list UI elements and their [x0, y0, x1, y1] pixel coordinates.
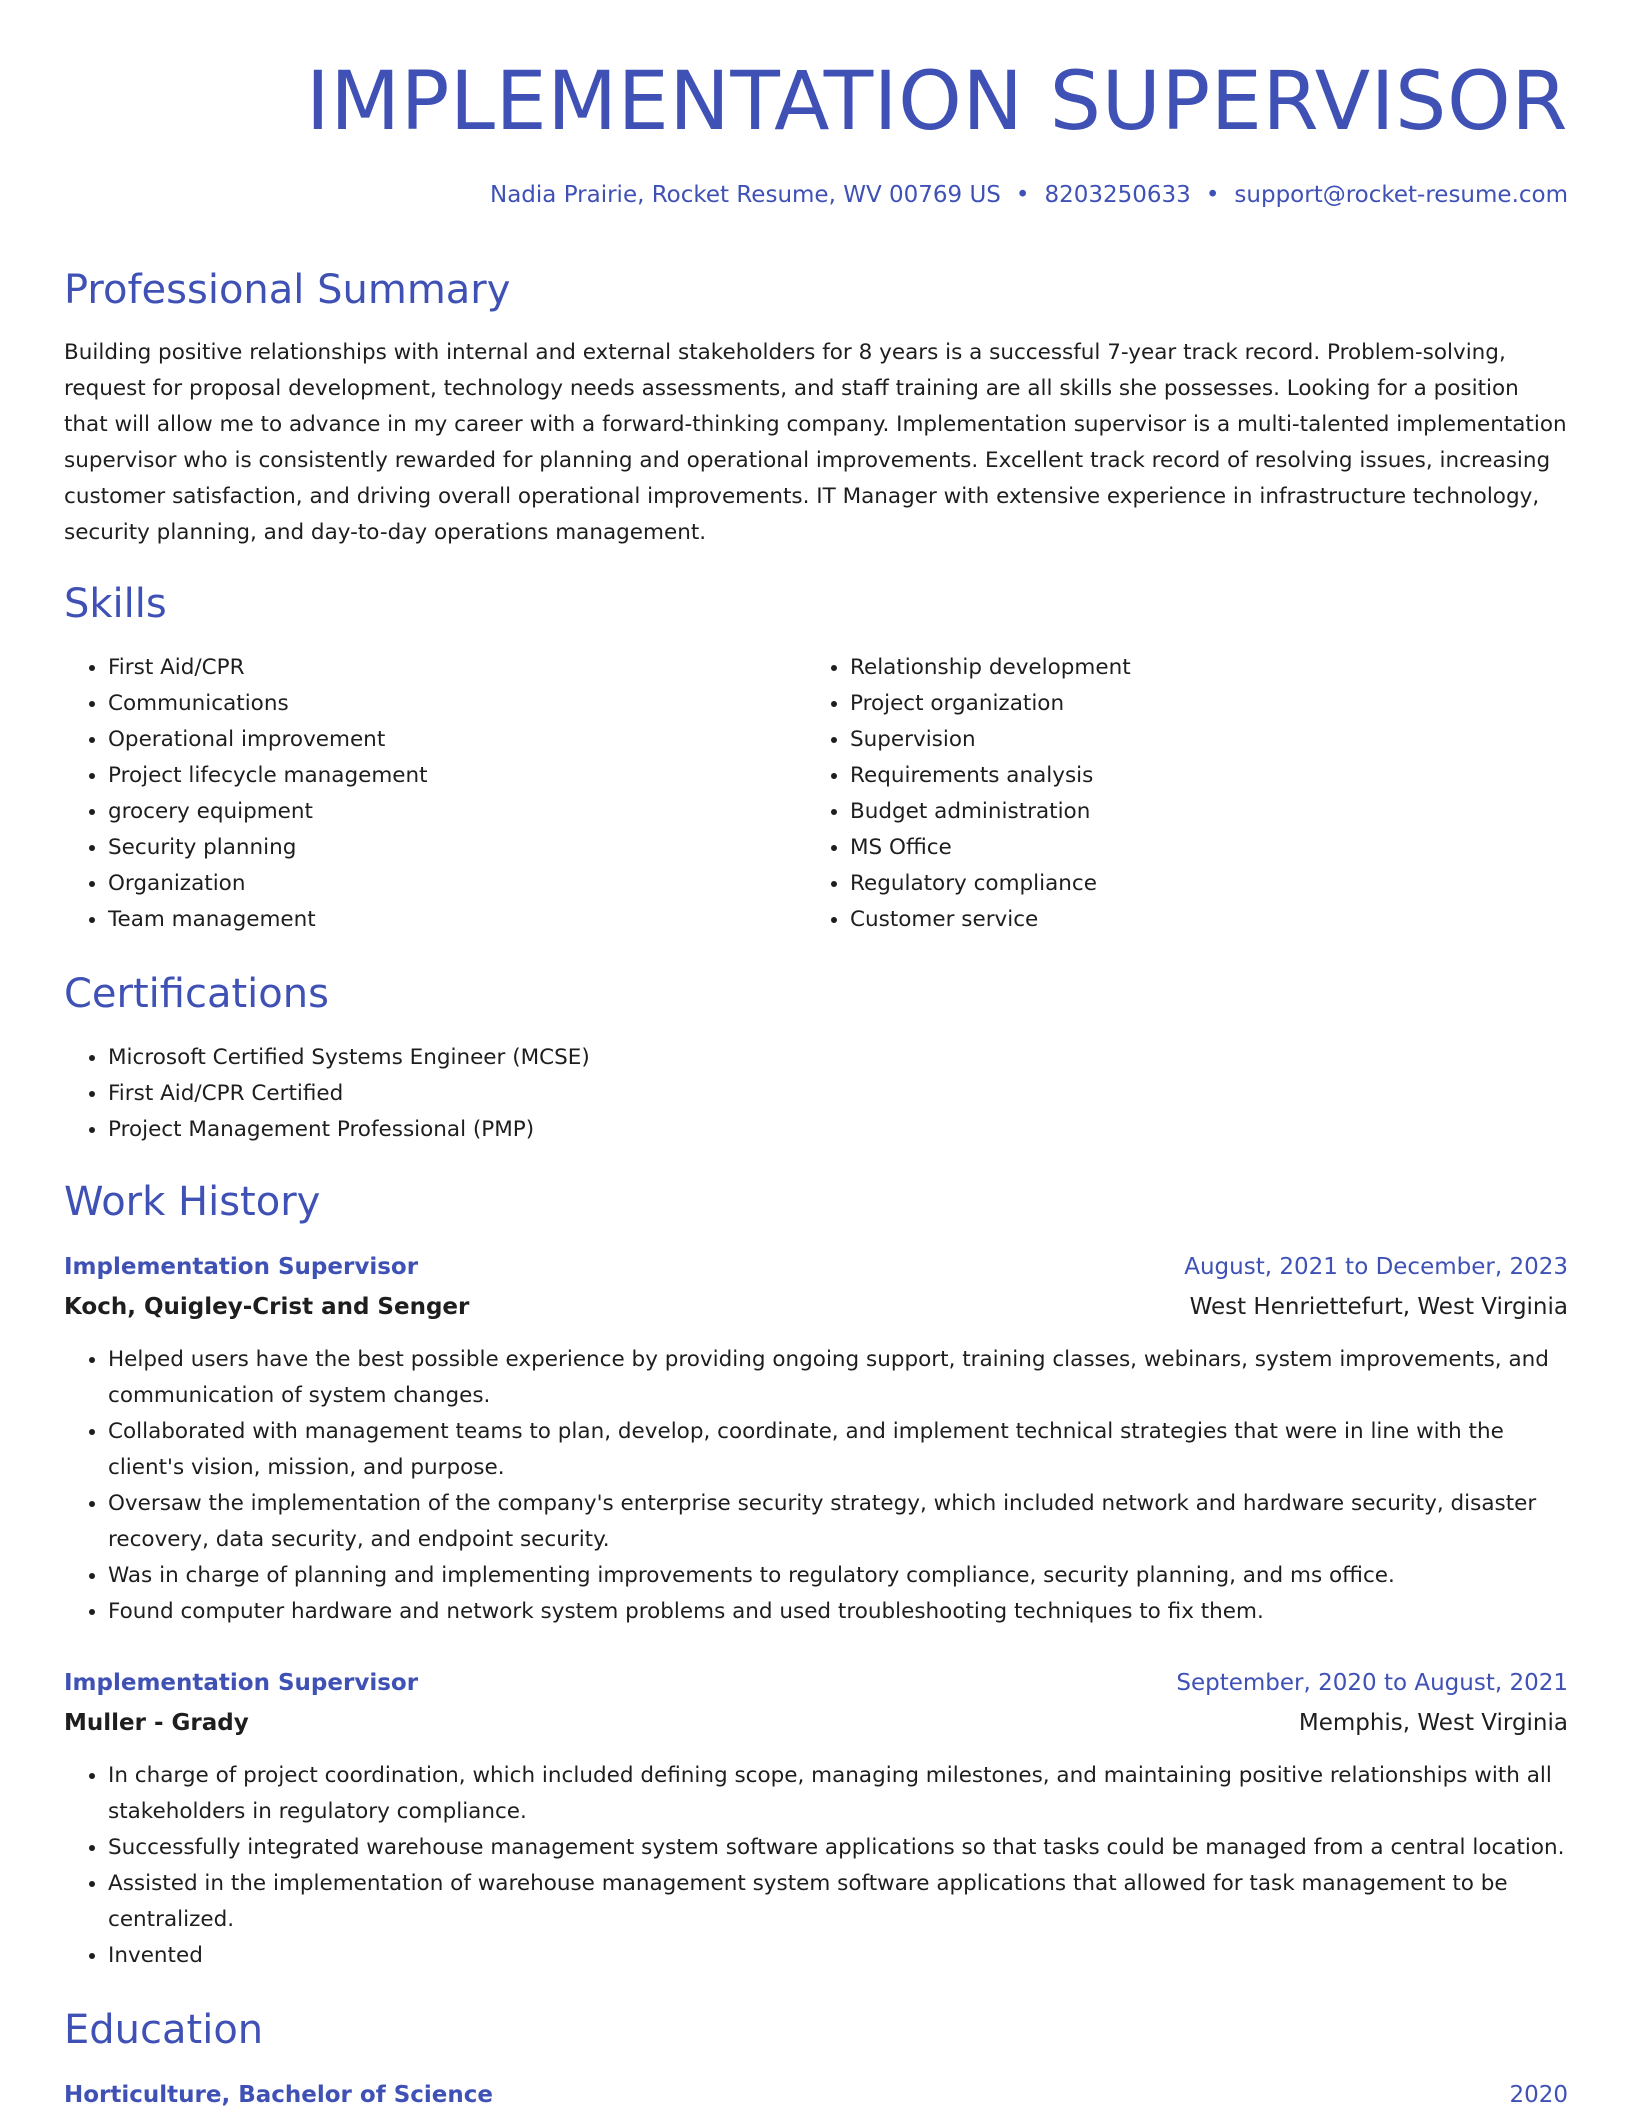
list-item: • Customer service: [850, 902, 1550, 938]
certifications-list: [64, 1040, 590, 1148]
job-title: Implementation Supervisor: [64, 1254, 419, 1280]
list-item: • In charge of project coordination, which included defining scope, managing milestones, and maintaining positive relationships with all stakeholders in regulatory compliance.: [108, 1758, 1568, 1830]
education-degree: Horticulture, Bachelor of Science: [64, 2082, 494, 2108]
list-item: • MS Office: [850, 830, 1550, 866]
job-title-heading: IMPLEMENTATION SUPERVISOR: [305, 55, 1568, 149]
contact-email[interactable]: support@rocket-resume.com: [1234, 182, 1568, 208]
job-location: Memphis, West Virginia: [1298, 1710, 1568, 1736]
education-year: 2020: [1509, 2082, 1568, 2108]
job-bullets: [64, 1342, 1568, 1630]
list-item: • Requirements analysis: [850, 758, 1550, 794]
list-item: • Successfully integrated warehouse management system software applications so that tasks could be managed from a central location.: [108, 1830, 1568, 1866]
education-heading: Education: [64, 2007, 264, 2053]
skills-list-right: [806, 650, 1550, 938]
list-item: • Team management: [108, 902, 788, 938]
contact-line: [490, 180, 1568, 210]
job-company-row: [64, 1708, 1568, 1738]
skills-list-left: [64, 650, 788, 938]
job-title: Implementation Supervisor: [64, 1670, 419, 1696]
job-company-row: [64, 1292, 1568, 1322]
list-item: • Collaborated with management teams to plan, develop, coordinate, and implement technical strategies that were in line with the client's vision, mission, and purpose.: [108, 1414, 1568, 1486]
list-item: • Helped users have the best possible experience by providing ongoing support, training classes, webinars, system improvements, and communication of system changes.: [108, 1342, 1568, 1414]
job-dates: August, 2021 to December, 2023: [1184, 1254, 1568, 1280]
job-dates: September, 2020 to August, 2021: [1176, 1670, 1568, 1696]
list-item: • Assisted in the implementation of warehouse management system software applications that allowed for task management to be centralized.: [108, 1866, 1568, 1938]
list-item: • Communications: [108, 686, 788, 722]
list-item: • Invented: [108, 1938, 1568, 1974]
job-bullets: [64, 1758, 1568, 1974]
list-item: • Relationship development: [850, 650, 1550, 686]
list-item: • Project Management Professional (PMP): [108, 1112, 590, 1148]
list-item: • Budget administration: [850, 794, 1550, 830]
list-item: • Oversaw the implementation of the company's enterprise security strategy, which included network and hardware security, disaster recovery, data security, and endpoint security.: [108, 1486, 1568, 1558]
work-history-heading: Work History: [64, 1179, 321, 1225]
contact-phone: 8203250633: [1044, 182, 1191, 208]
list-item: • Was in charge of planning and implementing improvements to regulatory compliance, security planning, and ms office.: [108, 1558, 1568, 1594]
education-row: [64, 2080, 1568, 2110]
list-item: • Found computer hardware and network system problems and used troubleshooting techniques to fix them.: [108, 1594, 1568, 1630]
contact-separator: •: [1015, 182, 1030, 208]
contact-address: Nadia Prairie, Rocket Resume, WV 00769 US: [490, 182, 1001, 208]
job-title-row: [64, 1252, 1568, 1282]
job-location: West Henriettefurt, West Virginia: [1189, 1294, 1568, 1320]
job-company: Muller - Grady: [64, 1710, 249, 1736]
list-item: • Microsoft Certified Systems Engineer (MCSE): [108, 1040, 590, 1076]
summary-text: Building positive relationships with internal and external stakeholders for 8 years is a successful 7-year track record. Problem-solving, request for proposal development, technology needs assessments, and staff training are all skills she possesses. Looking for a position that will allow me to advance in my career with a forward-thinking company. Implementation supervisor is a multi-talented implementation supervisor who is consistently rewarded for planning and operational improvements. Excellent track record of resolving issues, increasing customer satisfaction, and driving overall operational improvements. IT Manager with extensive experience in infrastructure technology, security planning, and day-to-day operations management.: [64, 340, 1567, 545]
list-item: • Operational improvement: [108, 722, 788, 758]
contact-separator: •: [1205, 182, 1220, 208]
list-item: • Security planning: [108, 830, 788, 866]
list-item: • First Aid/CPR Certified: [108, 1076, 590, 1112]
list-item: • Organization: [108, 866, 788, 902]
list-item: • Project lifecycle management: [108, 758, 788, 794]
list-item: • Project organization: [850, 686, 1550, 722]
job-title-row: [64, 1668, 1568, 1698]
list-item: • Supervision: [850, 722, 1550, 758]
list-item: • Regulatory compliance: [850, 866, 1550, 902]
job-company: Koch, Quigley-Crist and Senger: [64, 1294, 470, 1320]
list-item: • grocery equipment: [108, 794, 788, 830]
certifications-heading: Certifications: [64, 971, 329, 1017]
list-item: • First Aid/CPR: [108, 650, 788, 686]
summary-heading: Professional Summary: [64, 267, 511, 313]
skills-heading: Skills: [64, 581, 167, 627]
